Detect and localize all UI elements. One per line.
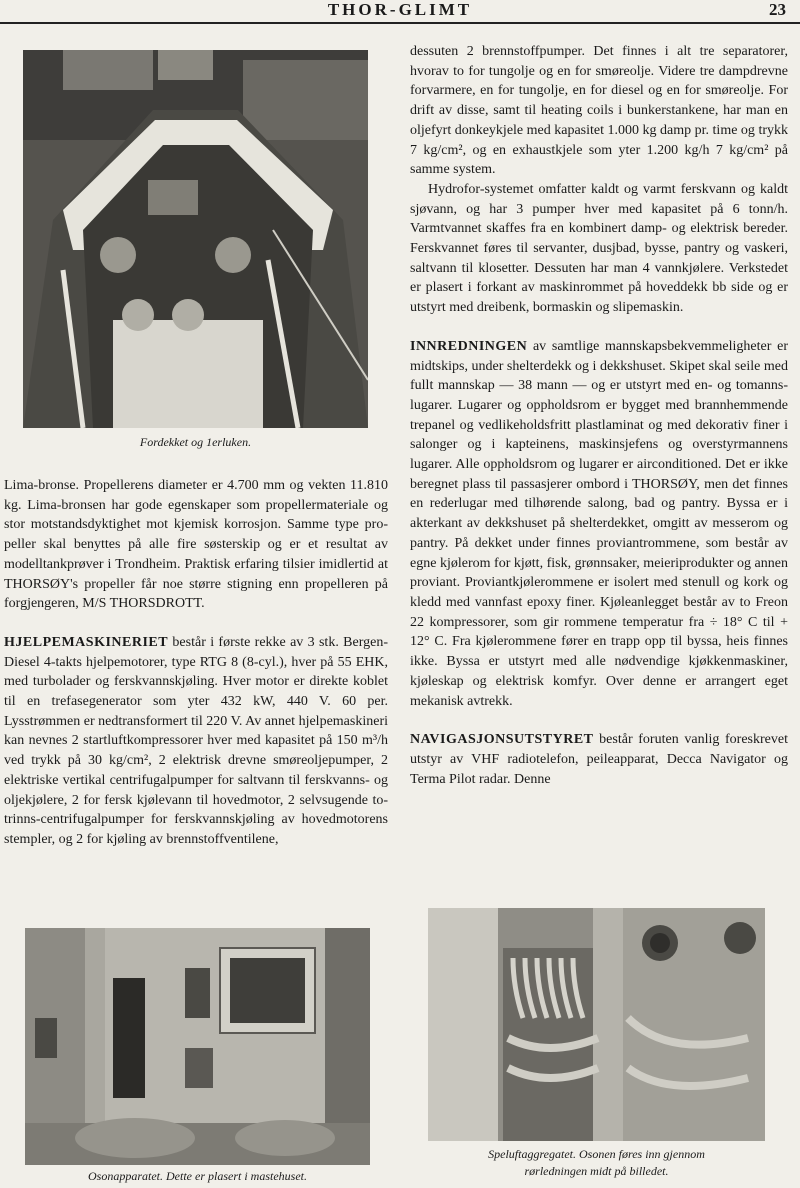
left-paragraph-1: Lima-bronse. Propellerens diameter er 4.700 mm og vekten 11.810 kg. Lima-bronsen har gode egenskaper som propellermateriale og stor motstandsdyktighet mot kjemisk korrosjon. Samme type propeller skal benyttes på alle fire søsterskip og er et resultat av modelltankprøver i Trondheim. Praktisk erfaring tilsier imidlertid at THORSØY's propeller får noe større stigning enn propelleren på forgjengeren, M/S THORSDROTT.: [4, 478, 388, 612]
deck-photo-caption: Fordekket og 1erluken.: [139, 435, 252, 449]
section-heading-hjelpemaskineriet: HJELPEMASKINERIET: [4, 634, 169, 650]
section-text-hjelpemaskineriet: består i første rekke av 3 stk. Bergen-Diesel 4-takts hjelpemotorer, type RTG 8 (8-cyl.), hver på 55 EHK, med turbolader og ferskvannskjøling. Hver motor er direkte koblet til en trefasegenerator som yter 432 kW, 440 V. 60 per. Lysstrømmen er nedtransformert til 220 V. Av annet hjelpemaskineri kan nevnes 2 startluftkompressorer hver med kapasitet på 150 m³/h ved trykk på 30 kg/cm², 2 elektrisk drevne smøreoljepumper, 2 elektriske vertikal centrifugalpumper for saltvann til ferskvanns- og oljekjølere, 2 for fersk kjølevann til hovedmotor, 2 selvsugende to-trinns-centrifugalpumper for ferskvannskjøling av hovedmotorens stempler, og 2 for kjøling av brennstoffventilene,: [4, 634, 388, 847]
right-paragraph-1: dessuten 2 brennstoffpumper. Det finnes i alt tre separatorer, hvorav to for tungolje og en for smøreolje. Videre tre dampdrevne forvarmere, en for tungolje, en for diesel og en for smøreolje. For drift av disse, samt til heating coils i bunkerstankene, har man en oljefyrt donkeykjele med kapasitet 1.000 kg damp pr. time og trykk 7 kg/cm², og en exhaustkjele som yter 1.200 kg/h 7 kg/cm² på samme system.: [410, 44, 788, 178]
section-heading-navigasjonsutstyret: NAVIGASJONSUTSTYRET: [410, 732, 594, 748]
air-unit-caption-line-1: Speluftaggregatet. Osonen føres inn gjennom: [488, 1147, 705, 1161]
left-column: [4, 476, 388, 850]
header-rule: [0, 22, 800, 24]
right-paragraph-3: [410, 337, 788, 711]
right-paragraph-4: [410, 730, 788, 789]
page-number: 23: [769, 0, 786, 19]
air-unit-photo: [428, 908, 765, 1141]
page-header: [0, 0, 800, 24]
left-paragraph-2: [4, 633, 388, 850]
right-paragraph-2: Hydrofor-systemet omfatter kaldt og varmt ferskvann og kaldt sjøvann, og har 3 pumper hver med kapasitet på 6 tonn/h. Varmtvannet skaffes fra en kombinert damp- og elektrisk bereder. Ferskvannet føres til servanter, dusjbad, bysse, pantry og vaskeri, saltvann til klosetter. Dessuten har man 4 vannkjølere. Verkstedet er plasert i forkant av maskinrommet på hoveddekk bb side og er utstyrt med dreibenk, bormaskin og slipemaskin.: [410, 181, 788, 316]
section-heading-innredningen: INNREDNINGEN: [410, 338, 528, 354]
ozone-apparatus-caption: Osonapparatet. Dette er plasert i mastehuset.: [88, 1169, 307, 1183]
section-text-navigasjonsutstyret: består foruten vanlig foreskrevet utstyr av VHF radiotelefon, peileapparat, Decca Navigator og Terma Pilot radar. Denne: [410, 732, 788, 787]
deck-photo: [23, 50, 368, 428]
air-unit-caption-line-2: rørledningen midt på billedet.: [524, 1164, 669, 1178]
ozone-apparatus-photo: [25, 928, 370, 1165]
running-title: THOR-GLIMT: [327, 0, 473, 19]
right-column: [410, 42, 788, 789]
section-text-innredningen: av samtlige mannskapsbekvemmeligheter er midtskips, under shelterdekk og i dekkshuset. Skipet skal seile med fullt mannskap — 38 mann — og er utstyrt med en- og tomannslugarer. Lugarer og oppholdsrom er bygget med brannhemmende trepanel og vedlikeholdsfritt plastlaminat og med dekorativ finer i salonger og i kapteinens, maskinsjefens og overstyrmannens lugarer. Alle oppholdsrom og lugarer er airconditioned. Det er ikke beregnet plass til passasjerer ombord i THORSØY, men det finnes en rederlugar med tilhørende salong, bad og pantry. Byssa er i akterkant av dekkshuset på shelterdekket, omgitt av messerom og pantry. På dekket under finnes proviantrommene, som består av egne kjølerom for kjøtt, fisk, grønnsaker, meieriprodukter og annen proviant. Proviantkjølerommene er isolert med stenull og kork og kledd med vannfast epoxy finer. Kjøleanlegget består av to Freon 22 kompressorer, som gir rommene temperatur fra ÷ 18° C til + 12° C. Fra kjølerommene fører en trapp opp til byssa, heis finnes ikke. Byssa er utstyrt med alle nødvendige kjøkkenmaskiner, kjøleskap og elektrisk komfyr. Over denne er arrangert eget mekanisk avtrekk.: [410, 338, 788, 709]
